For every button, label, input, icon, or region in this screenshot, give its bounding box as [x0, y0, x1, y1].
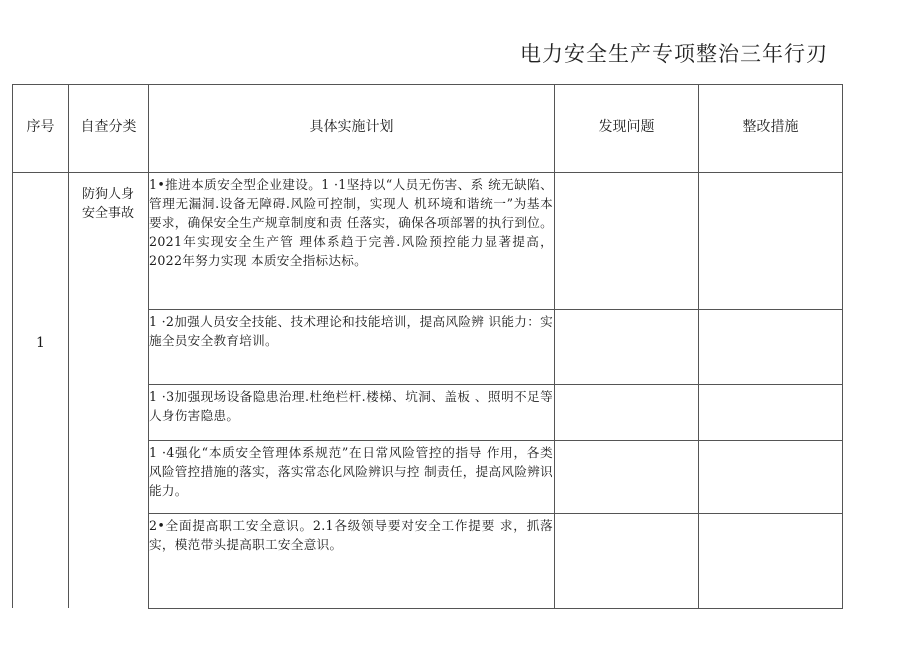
measures-cell-4[interactable]	[700, 443, 840, 511]
problems-cell-1[interactable]	[556, 175, 696, 305]
header-measures: 整改措施	[742, 119, 799, 135]
grid-line-col3	[554, 84, 555, 608]
grid-line-header-bottom	[12, 172, 843, 173]
grid-line-row1	[148, 309, 843, 310]
measures-cell-2[interactable]	[700, 312, 840, 382]
plan-item-5: 2•全面提高职工安全意识。2.1各级领导要对安全工作提要 求，抓落实，模范带头提高职工安全意识。	[149, 518, 553, 552]
header-category: 自查分类	[80, 119, 137, 135]
measures-cell-3[interactable]	[700, 387, 840, 438]
grid-line-col1	[68, 84, 69, 608]
grid-line-row4	[148, 513, 843, 514]
measures-cell-5[interactable]	[700, 516, 840, 606]
plan-item-3: 1 ·3加强现场设备隐患治理.杜绝栏杆.楼梯、坑洞、盖板 、照明不足等人身伤害隐患。	[149, 389, 553, 423]
header-plan: 具体实施计划	[309, 119, 394, 135]
measures-cell-1[interactable]	[700, 175, 840, 305]
document-title: 电力安全生产专项整治三年行刃	[520, 42, 828, 66]
grid-line-row2	[148, 384, 843, 385]
grid-line-col4	[698, 84, 699, 608]
category-label: 防狗人身安全事故	[81, 187, 134, 221]
row-number: 1	[36, 335, 45, 351]
grid-line-row3	[148, 440, 843, 441]
problems-cell-4[interactable]	[556, 443, 696, 511]
plan-item-4: 1 ·4强化“本质安全管理体系规范”在日常风险管控的指导 作用，各类风险管控措施的落实，落实常态化风险辨识与控 制责任，提高风险辨识能力。	[149, 445, 553, 498]
plan-item-2: 1 ·2加强人员安全技能、技术理论和技能培训，提高风险辨 识能力：实施全员安全教育培训。	[149, 314, 553, 348]
header-seq: 序号	[26, 119, 55, 135]
plan-item-1: 1•推进本质安全型企业建设。1 ·1坚持以“人员无伤害、系 统无缺陷、管理无漏洞.设备无障碍.风险可控制，实现人 机环境和谐统一”为基本要求，确保安全生产规章制度和责 任落实，确保各项部署的执行到位。2021年实现安全生产管 理体系趋于完善.风险预控能力显著提高，2022年努力实现 本质安全指标达标。	[149, 177, 553, 268]
grid-line-col5	[842, 84, 843, 609]
problems-cell-3[interactable]	[556, 387, 696, 438]
problems-cell-2[interactable]	[556, 312, 696, 382]
problems-cell-5[interactable]	[556, 516, 696, 606]
grid-line-bottom	[148, 608, 843, 609]
header-problems: 发现问题	[598, 119, 655, 135]
grid-line-top	[12, 84, 843, 85]
